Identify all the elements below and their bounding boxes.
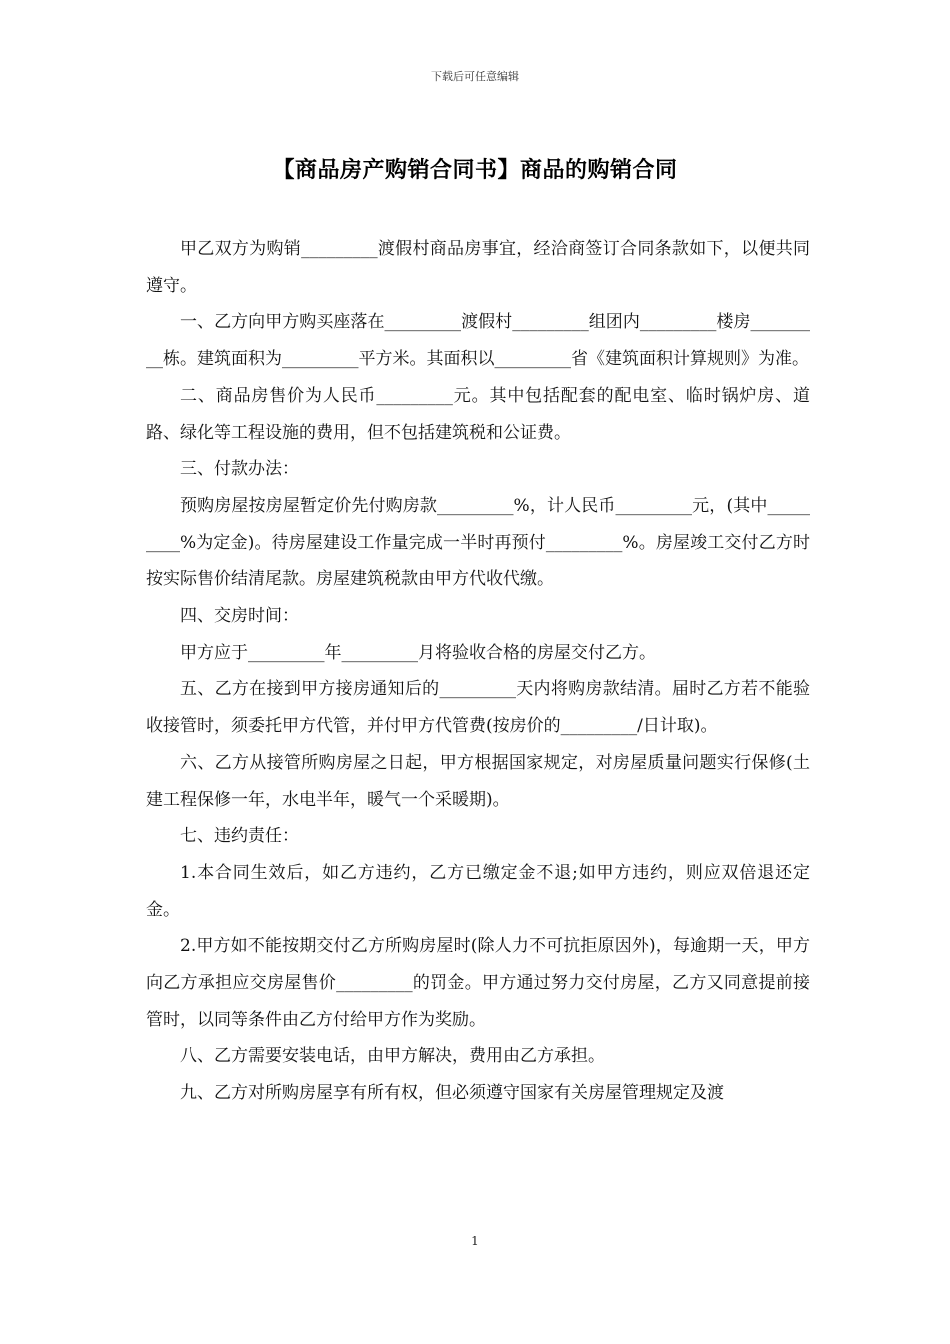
- paragraph-intro: 甲乙双方为购销_________渡假村商品房事宜，经洽商签订合同条款如下，以便共同遵守。: [146, 239, 810, 296]
- paragraph-clause-8: 八、乙方需要安装电话，由甲方解决，费用由乙方承担。: [180, 1046, 605, 1067]
- paragraph-clause-3-heading: 三、付款办法：: [180, 459, 299, 480]
- paragraph-clause-2: 二、商品房售价为人民币_________元。其中包括配套的配电室、临时锅炉房、道路、绿化等工程设施的费用，但不包括建筑税和公证费。: [146, 385, 810, 443]
- paragraph-clause-3-body: 预购房屋按房屋暂定价先付购房款_________%，计人民币_________元，(其中_________%为定金)。待房屋建设工作量完成一半时再预付_________%。房屋竣工交付乙方时按实际售价结清尾款。房屋建筑税款由甲方代收代缴。: [146, 495, 810, 590]
- paragraph-clause-7-item-2: 2.甲方如不能按期交付乙方所购房屋时(除人力不可抗拒原因外)，每逾期一天，甲方向乙方承担应交房屋售价_________的罚金。甲方通过努力交付房屋，乙方又同意提前接管时，以同等条件由乙方付给甲方作为奖励。: [146, 936, 810, 1030]
- paragraph-clause-6: 六、乙方从接管所购房屋之日起，甲方根据国家规定，对房屋质量问题实行保修(土建工程保修一年，水电半年，暖气一个采暖期)。: [146, 752, 810, 810]
- paragraph-clause-7-heading: 七、违约责任：: [180, 826, 299, 847]
- page-number: 1: [471, 1234, 479, 1248]
- paragraph-clause-7-item-1: 1.本合同生效后，如乙方违约，乙方已缴定金不退;如甲方违约，则应双倍退还定金。: [146, 862, 810, 920]
- document-title: 【商品房产购销合同书】商品的购销合同: [272, 158, 678, 183]
- paragraph-clause-4-heading: 四、交房时间：: [180, 606, 299, 627]
- paragraph-clause-1: 一、乙方向甲方购买座落在_________渡假村_________组团内_________楼房_________栋。建筑面积为_________平方米。其面积以_________省《建筑面积计算规则》为准。: [146, 312, 810, 370]
- paragraph-clause-4-body: 甲方应于_________年_________月将验收合格的房屋交付乙方。: [180, 642, 656, 663]
- page-header-note: 下载后可任意编辑: [431, 70, 519, 83]
- paragraph-clause-9: 九、乙方对所购房屋享有所有权，但必须遵守国家有关房屋管理规定及渡: [180, 1083, 724, 1104]
- contract-body: [146, 231, 810, 1112]
- paragraph-clause-5: 五、乙方在接到甲方接房通知后的_________天内将购房款结清。届时乙方若不能验收接管时，须委托甲方代管，并付甲方代管费(按房价的_________/日计取)。: [146, 679, 810, 737]
